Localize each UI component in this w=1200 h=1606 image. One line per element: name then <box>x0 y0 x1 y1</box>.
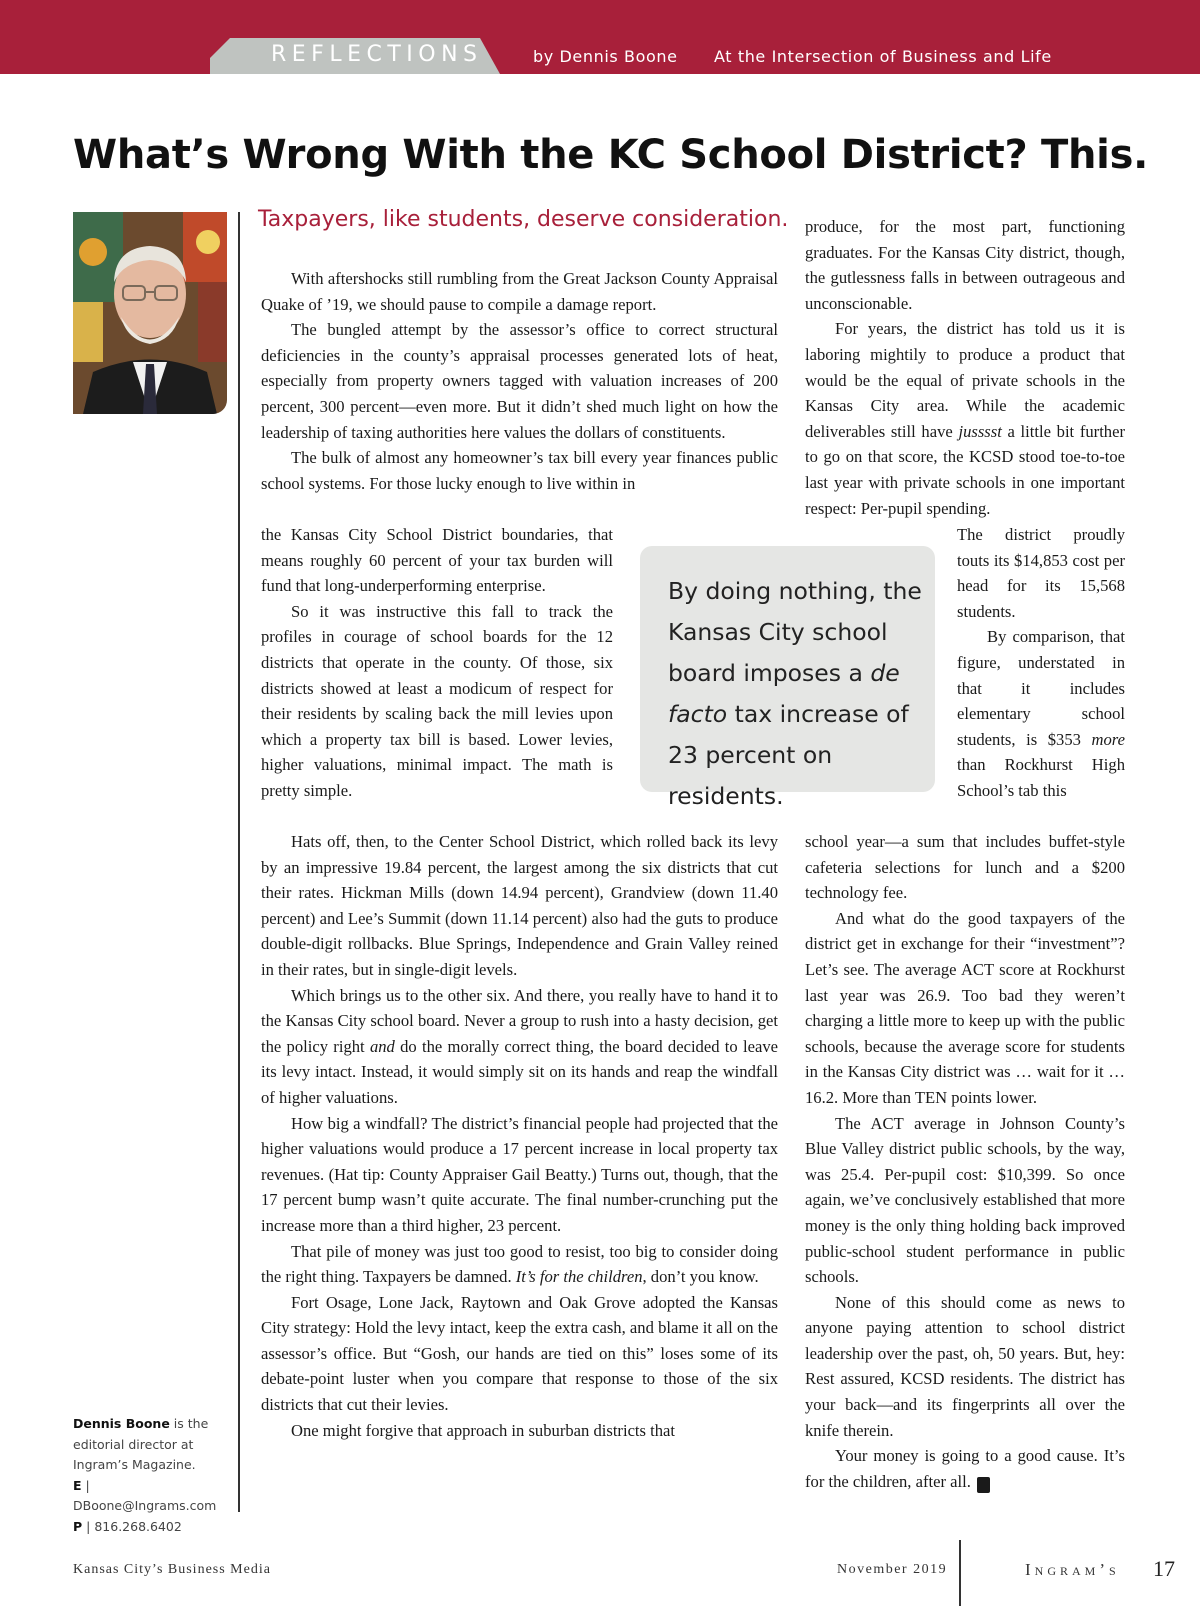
body-column-1-top <box>261 266 778 496</box>
body-column-2-top <box>805 214 1125 521</box>
byline: by Dennis Boone <box>533 47 678 66</box>
body-paragraph: produce, for the most part, functioning graduates. For the Kansas City district, though, the gutlessness falls in between outrageous and unconscionable. <box>805 217 1125 313</box>
body-paragraph: One might forgive that approach in suburban districts that <box>291 1420 676 1440</box>
body-column-2-wrap <box>957 522 1125 804</box>
author-name: Dennis Boone <box>73 1416 170 1431</box>
end-mark-icon: I <box>977 1477 990 1493</box>
article-headline: What’s Wrong With the KC School District? This. <box>73 132 1149 178</box>
body-paragraph: That pile of money was just too good to resist, too big to consider doing the right thing. Taxpayers be damned. It’s for the children, don’t you know. <box>261 1241 778 1287</box>
author-bio-text: is the editorial director at Ingram’s Magazine. <box>73 1416 209 1472</box>
footer-magazine-name: Ingram’s <box>1025 1560 1120 1579</box>
body-paragraph: The district proudly touts its $14,853 cost per head for its 15,568 students. <box>957 525 1125 621</box>
pull-quote: By doing nothing, the Kansas City school board imposes a de facto tax increase of 23 percent on residents. <box>668 577 922 810</box>
body-paragraph: Fort Osage, Lone Jack, Raytown and Oak Grove adopted the Kansas City strategy: Hold the levy intact, keep the extra cash, and blame it all on the assessor’s office. But “Gosh, our hands are tied on this” loses some of its debate-point luster when you compare that response to those of the six districts that cut their levies. <box>261 1292 778 1415</box>
body-paragraph: the Kansas City School District boundaries, that means roughly 60 percent of your tax burden will fund that long-underperforming enterprise. <box>261 525 613 596</box>
body-paragraph: With aftershocks still rumbling from the Great Jackson County Appraisal Quake of ’19, we should pause to compile a damage report. <box>261 269 778 314</box>
author-photo <box>73 212 227 414</box>
body-paragraph: For years, the district has told us it is laboring mightily to produce a product that would be the equal of private schools in the Kansas City area. While the academic deliverables still have jusssst a little bit further to go on that score, the KCSD stood toe-to-toe last year with private schools in one important respect: Per-pupil spending. <box>805 319 1125 518</box>
footer-divider <box>959 1540 961 1606</box>
column-rule <box>238 212 240 1512</box>
author-email[interactable]: DBoone@Ingrams.com <box>73 1498 217 1513</box>
body-column-1-wrap <box>261 522 613 804</box>
body-paragraph: school year—a sum that includes buffet-style cafeteria selections for lunch and a $200 technology fee. <box>805 832 1125 903</box>
body-paragraph: The ACT average in Johnson County’s Blue Valley district public schools, by the way, was 25.4. Per-pupil cost: $10,399. So once again, we’ve conclusively established that more money is the only thing holding back improved public-school student performance in public schools. <box>805 1113 1125 1287</box>
body-column-2-bottom <box>805 829 1125 1494</box>
body-paragraph: The bulk of almost any homeowner’s tax bill every year finances public school systems. For those lucky enough to live within in <box>261 448 778 493</box>
body-paragraph: Which brings us to the other six. And there, you really have to hand it to the Kansas City school board. Never a group to rush into a hasty decision, get the policy right and do the morally correct thing, the board decided to leave its levy intact. Instead, it would simply sit on its hands and reap the windfall of higher valuations. <box>261 985 778 1107</box>
column-tagline: At the Intersection of Business and Life <box>714 47 1052 66</box>
phone-label: P <box>73 1518 83 1534</box>
body-paragraph: None of this should come as news to anyone paying attention to school district leadership over the past, oh, 50 years. But, hey: Rest assured, KCSD residents. The district has your back—and its fingerprints all over the knife therein. <box>805 1292 1125 1440</box>
body-paragraph: How big a windfall? The district’s financial people had projected that the higher valuations would produce a 17 percent increase in local property tax revenues. (Hat tip: County Appraiser Gail Beatty.) Turns out, though, that the 17 percent bump wasn’t quite accurate. The final number-crunching put the increase more than a third higher, 23 percent. <box>261 1113 778 1235</box>
body-paragraph: By comparison, that figure, understated in that it includes elementary school students, is $353 more than Rockhurst High School’s tab this <box>957 627 1125 800</box>
author-bio: Dennis Boone is the editorial director at Ingram’s Magazine. E | DBoone@Ingrams.com P | 816.268.6402 <box>73 1416 217 1534</box>
body-paragraph: So it was instructive this fall to track the profiles in courage of school boards for the 12 districts that operate in the county. Of those, six districts showed at least a modicum of respect for their residents by scaling back the mill levies upon which a property tax bill is based. Lower levies, higher valuations, minimal impact. The math is pretty simple. <box>261 601 613 800</box>
body-paragraph: The bungled attempt by the assessor’s office to correct structural deficiencies in the county’s appraisal processes generated lots of heat, especially from property owners tagged with valuation increases of 200 percent, 300 percent—even more. But it didn’t shed much light on how the leadership of taxing authorities here values the dollars of constituents. <box>261 320 778 442</box>
body-paragraph: Your money is going to a good cause. It’s for the children, after all. I <box>805 1446 1125 1491</box>
page-number: 17 <box>1153 1556 1175 1581</box>
article-deck: Taxpayers, like students, deserve consideration. <box>258 207 789 232</box>
footer-date: November 2019 <box>837 1562 948 1577</box>
author-phone: 816.268.6402 <box>94 1518 182 1534</box>
body-paragraph: Hats off, then, to the Center School District, which rolled back its levy by an impressive 19.84 percent, the largest among the six districts that cut their rates. Hickman Mills (down 14.94 percent), Grandview (down 11.40 percent) and Lee’s Summit (down 11.14 percent) also had the guts to produce double-digit rollbacks. Blue Springs, Independence and Grain Valley reined in their rates, but in single-digit levels. <box>261 832 778 979</box>
body-paragraph: And what do the good taxpayers of the district get in exchange for their “investment”? Let’s see. The average ACT score at Rockhurst last year was 26.9. Too bad they weren’t charging a little more to keep up with the public schools, because the average score for students in the Kansas City district was … wait for it … 16.2. More than TEN points lower. <box>805 908 1125 1107</box>
footer-publication: Kansas City’s Business Media <box>73 1562 271 1577</box>
body-column-1-bottom <box>261 829 778 1443</box>
section-label: REFLECTIONS <box>271 42 483 67</box>
email-label: E <box>73 1477 82 1493</box>
